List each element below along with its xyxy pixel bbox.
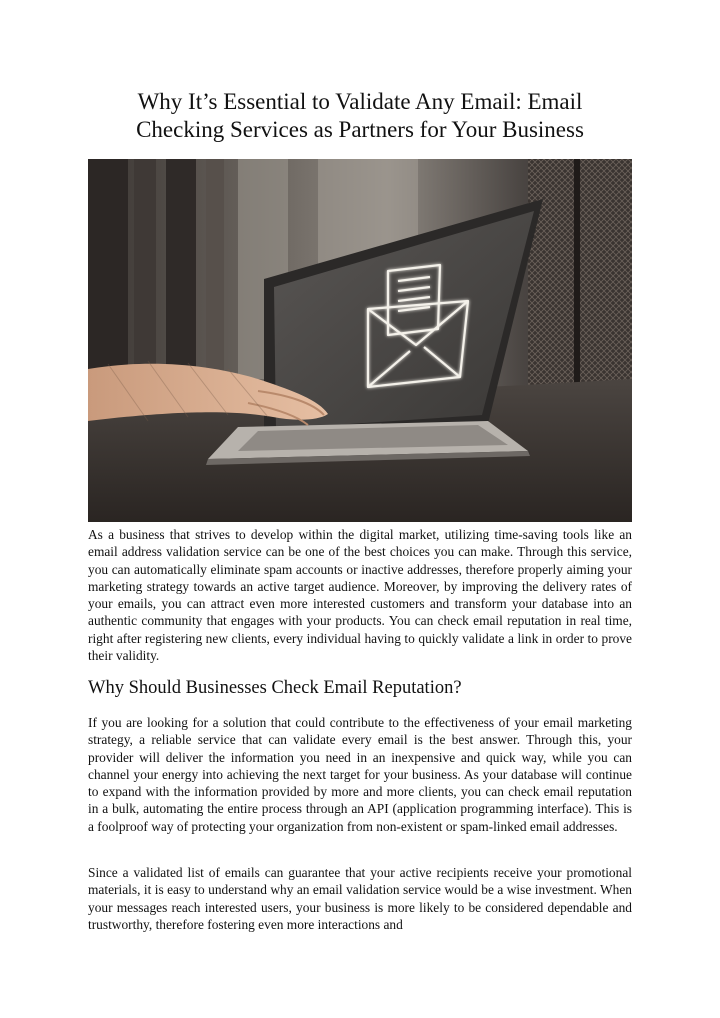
body-paragraph-2: Since a validated list of emails can guarantee that your active recipients receive your promotional materials, it is easy to understand why an email validation service would be a wise investment. When your messages reach interested users, your business is more likely to be considered dependable and trustworthy, therefore fostering even more interactions and: [88, 865, 632, 932]
body-paragraph-1: If you are looking for a solution that could contribute to the effectiveness of your email marketing strategy, a reliable service that can validate every email is the best answer. Through this, your provider will deliver the information you need in an inexpensive and quick way, while you can channel your energy into achieving the next target for your business. As your database will continue to expand with the information provided by more and more clients, you can check email reputation in a bulk, automating the entire process through an API (application programming interface). This is a foolproof way of protecting your organization from non-existent or spam-linked email addresses.: [88, 715, 632, 834]
document-title: [88, 88, 632, 144]
title-line-2: Checking Services as Partners for Your Business: [136, 117, 584, 142]
section-heading: Why Should Businesses Check Email Reputation?: [88, 678, 462, 698]
title-line-1: Why It’s Essential to Validate Any Email: Email: [137, 89, 583, 114]
intro-paragraph: As a business that strives to develop within the digital market, utilizing time-saving tools like an email address validation service can be one of the best choices you can make. Through this service, you can automatically eliminate spam accounts or inactive addresses, therefore properly aiming your marketing strategy towards an active target audience. Moreover, by improving the delivery rates of your emails, you can attract even more interested customers and transform your database into an authentic community that engages with your products. You can check email reputation in real time, right after registering new clients, every individual having to quickly validate a link in order to prove their validity.: [88, 527, 632, 664]
hero-image: [88, 159, 632, 522]
